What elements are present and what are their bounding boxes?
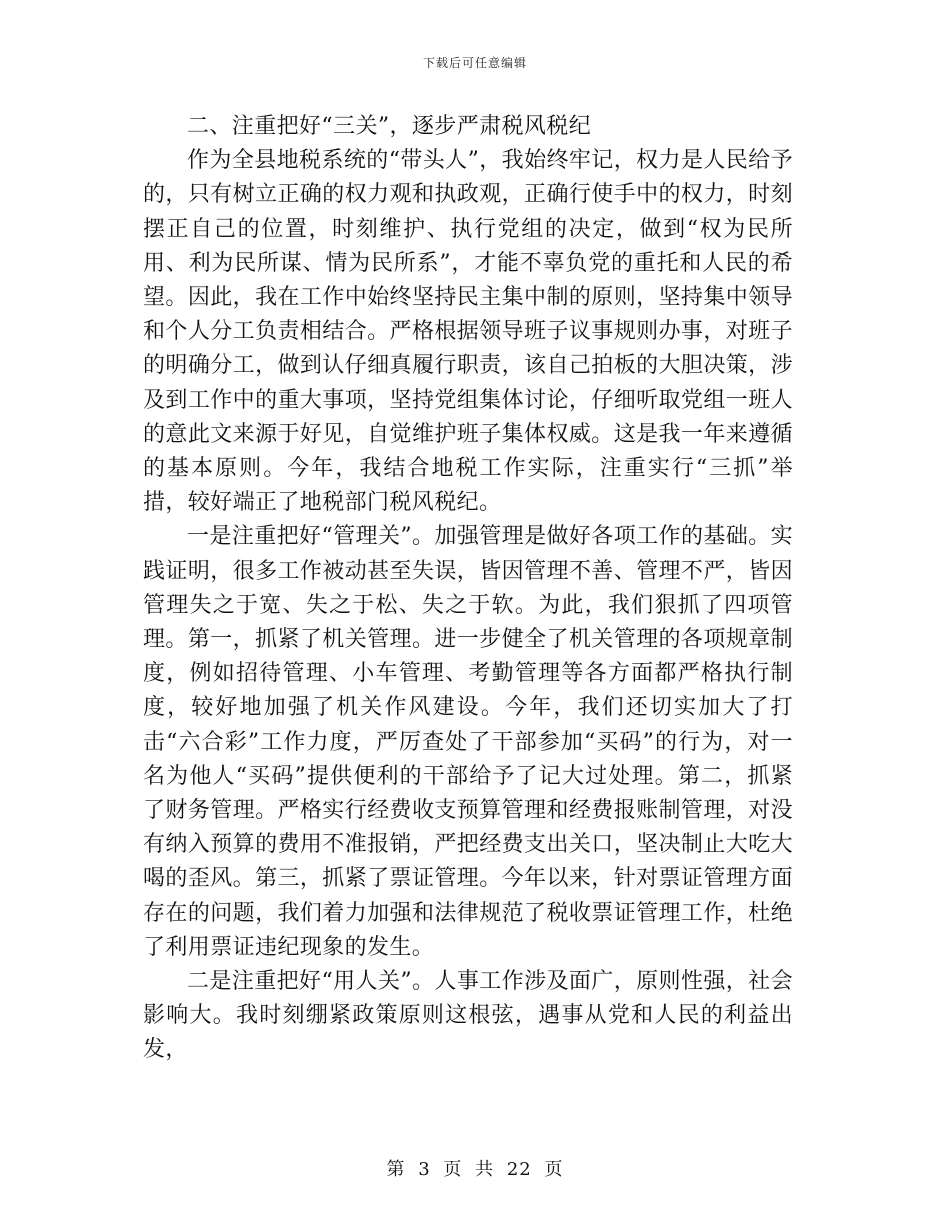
section-heading: 二、注重把好“三关”，逐步严肃税风税纪 xyxy=(187,114,592,139)
header-note: 下载后可任意编辑 xyxy=(422,56,527,70)
paragraph: 一是注重把好“管理关”。加强管理是做好各项工作的基础。实践证明，很多工作被动甚至失误，皆因管理不善、管理不严，皆因管理失之于宽、失之于松、失之于软。为此，我们狠抓了四项管理。第一，抓紧了机关管理。进一步健全了机关管理的各项规章制度，例如招待管理、小车管理、考勤管理等各方面都严格执行制度，较好地加强了机关作风建设。今年，我们还切实加大了打击“六合彩”工作力度，严厉查处了干部参加“买码”的行为，对一名为他人“买码”提供便利的干部给予了记大过处理。第二，抓紧了财务管理。严格实行经费收支预算管理和经费报账制管理，对没有纳入预算的费用不准报销，严把经费支出关口，坚决制止大吃大喝的歪风。第三，抓紧了票证管理。今年以来，针对票证管理方面存在的问题，我们着力加强和法律规范了税收票证管理工作，杜绝了利用票证违纪现象的发生。 xyxy=(143,524,793,960)
paragraph: 二是注重把好“用人关”。人事工作涉及面广，原则性强，社会影响大。我时刻绷紧政策原则这根弦，遇事从党和人民的利益出发， xyxy=(143,969,793,1063)
body-text xyxy=(143,110,793,1068)
page-number: 第 3 页 共 22 页 xyxy=(386,1159,564,1180)
paragraph: 作为全县地税系统的“带头人”，我始终牢记，权力是人民给予的，只有树立正确的权力观和执政观，正确行使手中的权力，时刻摆正自己的位置，时刻维护、执行党组的决定，做到“权为民所用、利为民所谋、情为民所系”，才能不辜负党的重托和人民的希望。因此，我在工作中始终坚持民主集中制的原则，坚持集中领导和个人分工负责相结合。严格根据领导班子议事规则办事，对班子的明确分工，做到认仔细真履行职责，该自己拍板的大胆决策，涉及到工作中的重大事项，坚持党组集体讨论，仔细听取党组一班人的意此文来源于好见，自觉维护班子集体权威。这是我一年来遵循的基本原则。今年，我结合地税工作实际，注重实行“三抓”举措，较好端正了地税部门税风税纪。 xyxy=(143,148,793,516)
